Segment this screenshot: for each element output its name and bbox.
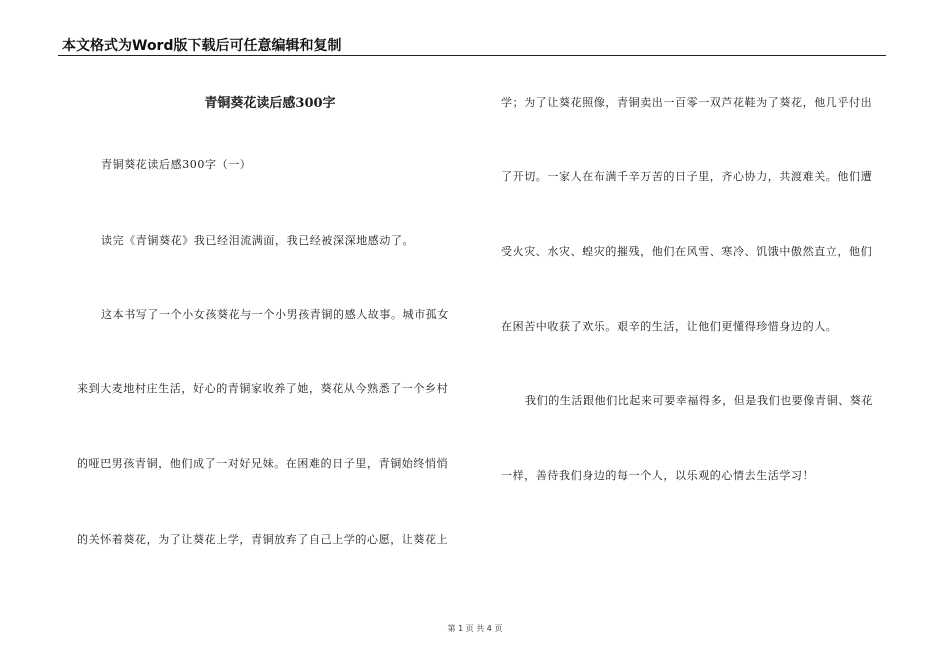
section-heading: 青铜葵花读后感300字（一） xyxy=(101,158,252,171)
paragraph-line: 我们的生活跟他们比起来可要幸福得多，但是我们也要像青铜、葵花 xyxy=(525,394,873,407)
paragraph-line: 在困苦中收获了欢乐。艰辛的生活，让他们更懂得珍惜身边的人。 xyxy=(501,320,838,333)
page-number: 第 1 页 共 4 页 xyxy=(447,624,503,633)
paragraph-line: 一样，善待我们身边的每一个人，以乐观的心情去生活学习！ xyxy=(501,469,815,482)
paragraph-line: 的哑巴男孩青铜，他们成了一对好兄妹。在困难的日子里，青铜始终悄悄 xyxy=(77,457,449,470)
paragraph-line: 学；为了让葵花照像，青铜卖出一百零一双芦花鞋为了葵花，他几乎付出 xyxy=(501,96,873,109)
paragraph-line: 的关怀着葵花，为了让葵花上学，青铜放弃了自己上学的心愿，让葵花上 xyxy=(77,533,449,546)
header-divider xyxy=(58,55,886,56)
paragraph-line: 受火灾、水灾、蝗灾的摧残，他们在风雪、寒冷、饥饿中傲然直立，他们 xyxy=(501,245,873,258)
paragraph-line: 来到大麦地村庄生活，好心的青铜家收养了她，葵花从今熟悉了一个乡村 xyxy=(77,382,449,395)
paragraph-line: 了开切。一家人在布满千辛万苦的日子里，齐心协力，共渡难关。他们遭 xyxy=(501,170,873,183)
document-title: 青铜葵花读后感300字 xyxy=(204,96,336,111)
page-header: 本文格式为Word版下载后可任意编辑和复制 xyxy=(62,38,342,54)
paragraph-line: 这本书写了一个小女孩葵花与一个小男孩青铜的感人故事。城市孤女 xyxy=(101,308,449,321)
paragraph-line: 读完《青铜葵花》我已经泪流满面，我已经被深深地感动了。 xyxy=(101,234,415,247)
